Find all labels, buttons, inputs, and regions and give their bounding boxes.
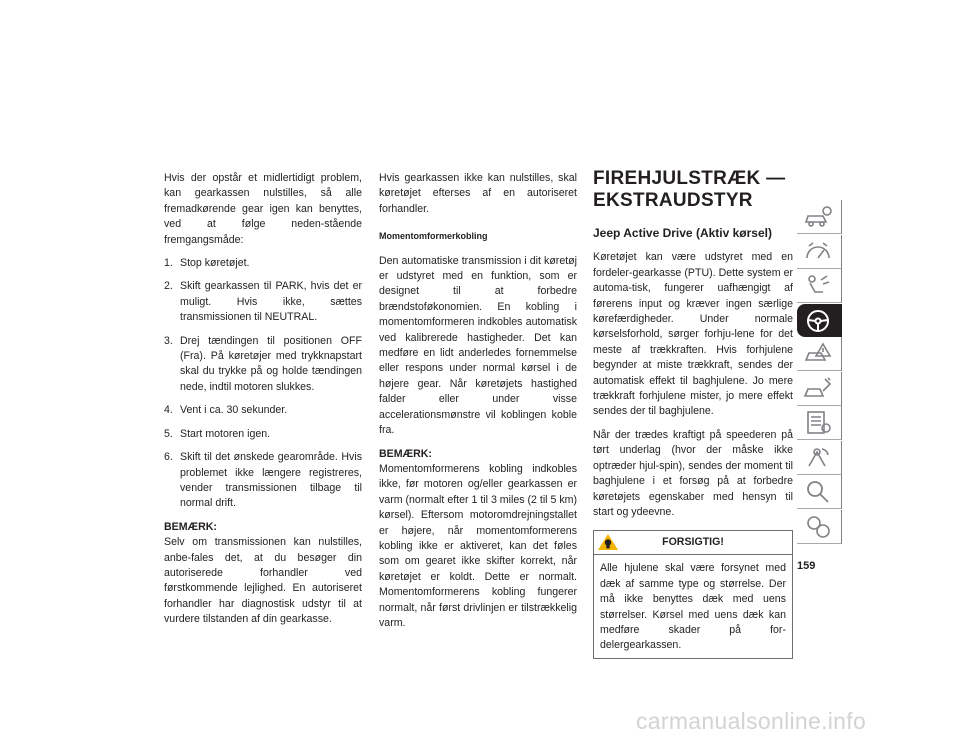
- body-paragraph: Når der trædes kraftigt på speederen på tørt underlag (hvor der måske ikke optræder hjul-spin), sendes der moment til baghjulene i et forsøg på at forbedre køretøjets egenskaber med hensyn til start og ydeevne.: [593, 428, 793, 518]
- car-info-icon: [803, 203, 833, 230]
- safety-airbag-icon: [803, 272, 833, 299]
- multimedia-icon: [803, 444, 833, 471]
- list-item: 3. Drej tændingen til positionen OFF (Fra). På køretøjer med trykknapstart skal du trykke på og holde tændingen nede, indtil motoren slukkes.: [164, 334, 362, 393]
- car-service-icon: [803, 375, 833, 402]
- body-paragraph: Køretøjet kan være udstyret med en fordeler-gearkasse (PTU). Dette system er automa-tisk, fungerer uafhængigt af førerens input og kræver ingen særlige kørefærdigheder. Under normale kørselsforhold, sørger forhju-lene for det meste af trækkraften. Hvis forhjulene begynder at miste trækkraft, sendes der automatisk effekt til baghjulene. Jo mere trækkraft forhjulene mister, jo mere effekt sendes der til baghjulene.: [593, 251, 793, 418]
- note-text: Selv om transmissionen kan nulstilles, anbe-fales det, at du besøger din autoriserede forhandler ved førstkommende lejlighed. En autoriseret forhandler har diagnostisk udstyr til at vurdere tilstanden af din gearkasse.: [164, 536, 362, 626]
- chapter-tabs: [797, 200, 842, 544]
- tab-specifications[interactable]: [797, 406, 842, 440]
- section-heading: Jeep Active Drive (Aktiv kørsel): [593, 226, 772, 240]
- list-item: 4. Vent i ca. 30 sekunder.: [164, 404, 288, 417]
- section-title: FIREHJULSTRÆK — EKSTRAUDSTYR: [593, 168, 786, 211]
- caution-text: Alle hjulene skal være forsynet med dæk af samme type og størrelse. Der må ikke benyttes dæk med uens størrelser. Kørsel med uens dæk kan medføre skader på for-delergearkassen.: [600, 562, 786, 652]
- intro-paragraph: Hvis gearkassen ikke kan nulstilles, skal køretøjet efterses af en autoriseret forhandler.: [379, 172, 577, 215]
- reset-steps-list: [164, 256, 362, 512]
- intro-paragraph: Hvis der opstår et midlertidigt problem, kan gearkassen nulstilles, så alle fremadkørende gear igen kan benyttes, ved at følge neden-stående fremgangsmåde:: [164, 172, 362, 246]
- tab-multimedia[interactable]: [797, 441, 842, 475]
- search-index-icon: [803, 478, 833, 505]
- middle-column: [379, 171, 577, 639]
- caution-body: [594, 555, 792, 657]
- left-column: [164, 171, 362, 636]
- specifications-icon: [803, 409, 833, 436]
- warning-triangle-icon: [597, 533, 619, 551]
- emergency-car-icon: [803, 340, 833, 367]
- tab-languages[interactable]: [797, 510, 842, 544]
- caution-box: [593, 530, 793, 658]
- languages-icon: [803, 513, 833, 540]
- dashboard-signals-icon: [803, 238, 833, 265]
- tab-safety[interactable]: [797, 269, 842, 303]
- note-text: Momentomformerens kobling indkobles ikke, før motoren og/eller gearkassen er varm (normalt efter 1 til 3 miles (2 til 5 km) kørsel). Eftersom motoromdrejningstallet er højere, når momentomformerens kobling ikke er aktiveret, kan det føles som om gearet ikke skifter korrekt, når køretøjet er koldt. Dette er normalt. Momentomformerens kobling fungerer normalt, når først drivlinjen er tilstrækkelig varm.: [379, 462, 577, 629]
- tab-steering[interactable]: [797, 304, 842, 337]
- tab-emergency[interactable]: [797, 337, 842, 371]
- note-heading: BEMÆRK:: [164, 520, 217, 533]
- tab-search[interactable]: [797, 475, 842, 509]
- caution-label: FORSIGTIG!: [662, 536, 724, 549]
- list-item: 1. Stop køretøjet.: [164, 257, 250, 270]
- body-paragraph: Den automatiske transmission i dit køretøj er udstyret med en funktion, som er designet til at forbedre brændstoføkonomien. En kobling i momentomformeren indkobles automatisk ved kalibrerede hastigheder. Det kan medføre en lidt anderledes fornemmelse eller respons under normal kørsel i de højere gear. Når køretøjets hastighed falder eller under visse accelerationsmønstre vil koblingen koble fra.: [379, 254, 577, 437]
- tab-service[interactable]: [797, 372, 842, 406]
- section-subheading: Momentomformerkobling: [379, 231, 488, 242]
- list-item: 2. Skift gearkassen til PARK, hvis det er muligt. Hvis ikke, sættes transmissionen til NEUTRAL.: [164, 280, 362, 324]
- tab-car-info[interactable]: [797, 200, 842, 234]
- watermark: carmanualsonline.info: [636, 708, 867, 734]
- right-column: [593, 168, 793, 659]
- steering-wheel-icon: [803, 307, 833, 334]
- list-item: 6. Skift til det ønskede gearområde. Hvis problemet ikke længere registreres, vender transmissionen tilbage til normal drift.: [164, 451, 362, 510]
- tab-dashboard-signals[interactable]: [797, 235, 842, 269]
- list-item: 5. Start motoren igen.: [164, 427, 271, 440]
- caution-header: [594, 531, 792, 555]
- note-heading: BEMÆRK:: [379, 447, 432, 460]
- page-number: 159: [797, 560, 816, 572]
